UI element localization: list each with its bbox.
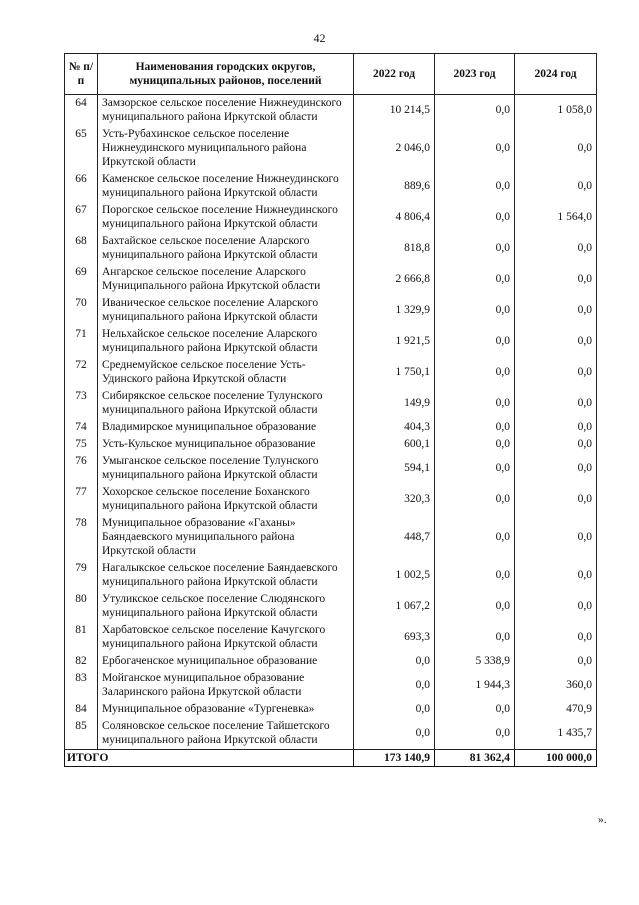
header-2022: 2022 год xyxy=(354,54,435,95)
row-name: Иваническое сельское поселение Аларского муниципального района Иркутской области xyxy=(98,295,354,326)
row-name: Бахтайское сельское поселение Аларского муниципального района Иркутской области xyxy=(98,233,354,264)
row-number: 66 xyxy=(65,171,98,202)
row-value-2023: 0,0 xyxy=(435,515,515,560)
total-2024: 100 000,0 xyxy=(515,750,597,767)
row-value-2023: 0,0 xyxy=(435,202,515,233)
row-name: Среднемуйское сельское поселение Усть-Удинского района Иркутской области xyxy=(98,357,354,388)
row-name: Владимирское муниципальное образование xyxy=(98,419,354,436)
row-name: Усть-Кульское муниципальное образование xyxy=(98,436,354,453)
table-body xyxy=(65,95,597,767)
table-row xyxy=(65,560,597,591)
row-number: 85 xyxy=(65,718,98,750)
row-value-2022: 600,1 xyxy=(354,436,435,453)
row-value-2023: 0,0 xyxy=(435,701,515,718)
total-row xyxy=(65,750,597,767)
row-value-2022: 320,3 xyxy=(354,484,435,515)
row-name: Хохорское сельское поселение Боханского муниципального района Иркутской области xyxy=(98,484,354,515)
row-value-2024: 0,0 xyxy=(515,171,597,202)
table-row xyxy=(65,515,597,560)
row-name: Сибирякское сельское поселение Тулунского муниципального района Иркутской области xyxy=(98,388,354,419)
header-2024: 2024 год xyxy=(515,54,597,95)
row-number: 82 xyxy=(65,653,98,670)
page-number: 42 xyxy=(313,31,326,45)
table-row xyxy=(65,718,597,750)
row-value-2024: 0,0 xyxy=(515,357,597,388)
row-value-2024: 0,0 xyxy=(515,591,597,622)
row-value-2024: 0,0 xyxy=(515,560,597,591)
row-value-2024: 0,0 xyxy=(515,453,597,484)
table-row xyxy=(65,171,597,202)
table-row xyxy=(65,95,597,127)
row-value-2022: 1 750,1 xyxy=(354,357,435,388)
row-value-2024: 1 058,0 xyxy=(515,95,597,127)
row-name: Соляновское сельское поселение Тайшетского муниципального района Иркутской области xyxy=(98,718,354,750)
row-value-2022: 889,6 xyxy=(354,171,435,202)
row-name: Харбатовское сельское поселение Качугского муниципального района Иркутской области xyxy=(98,622,354,653)
row-value-2024: 0,0 xyxy=(515,295,597,326)
row-value-2023: 0,0 xyxy=(435,484,515,515)
row-value-2024: 0,0 xyxy=(515,515,597,560)
row-value-2022: 4 806,4 xyxy=(354,202,435,233)
row-number: 71 xyxy=(65,326,98,357)
subsidy-table xyxy=(64,53,597,767)
row-name: Нагалыкское сельское поселение Баяндаевского муниципального района Иркутской области xyxy=(98,560,354,591)
row-name: Утуликское сельское поселение Слюдянского муниципального района Иркутской области xyxy=(98,591,354,622)
row-value-2023: 0,0 xyxy=(435,95,515,127)
row-value-2022: 0,0 xyxy=(354,718,435,750)
table-row xyxy=(65,591,597,622)
row-value-2023: 0,0 xyxy=(435,171,515,202)
header-2023: 2023 год xyxy=(435,54,515,95)
row-name: Муниципальное образование «Гаханы» Баяндаевского муниципального района Иркутской области xyxy=(98,515,354,560)
row-value-2023: 0,0 xyxy=(435,453,515,484)
table-row xyxy=(65,295,597,326)
row-value-2024: 0,0 xyxy=(515,622,597,653)
row-value-2024: 360,0 xyxy=(515,670,597,701)
row-value-2024: 1 435,7 xyxy=(515,718,597,750)
table-header-row xyxy=(65,54,597,95)
row-value-2022: 0,0 xyxy=(354,670,435,701)
row-value-2022: 693,3 xyxy=(354,622,435,653)
row-value-2023: 0,0 xyxy=(435,591,515,622)
row-number: 78 xyxy=(65,515,98,560)
row-value-2023: 0,0 xyxy=(435,264,515,295)
row-number: 69 xyxy=(65,264,98,295)
row-value-2024: 0,0 xyxy=(515,233,597,264)
row-value-2023: 0,0 xyxy=(435,126,515,171)
row-value-2022: 594,1 xyxy=(354,453,435,484)
row-value-2022: 2 666,8 xyxy=(354,264,435,295)
table-row xyxy=(65,126,597,171)
row-value-2023: 1 944,3 xyxy=(435,670,515,701)
row-name: Каменское сельское поселение Нижнеудинского муниципального района Иркутской области xyxy=(98,171,354,202)
row-name: Ангарское сельское поселение Аларского Муниципального района Иркутской области xyxy=(98,264,354,295)
table-row xyxy=(65,436,597,453)
row-value-2022: 1 329,9 xyxy=(354,295,435,326)
row-number: 67 xyxy=(65,202,98,233)
total-label: ИТОГО xyxy=(65,750,354,767)
row-name: Муниципальное образование «Тургеневка» xyxy=(98,701,354,718)
row-name: Усть-Рубахинское сельское поселение Нижнеудинского муниципального района Иркутской области xyxy=(98,126,354,171)
row-value-2022: 1 921,5 xyxy=(354,326,435,357)
row-value-2022: 1 002,5 xyxy=(354,560,435,591)
row-name: Ербогаченское муниципальное образование xyxy=(98,653,354,670)
row-value-2024: 470,9 xyxy=(515,701,597,718)
row-name: Порогское сельское поселение Нижнеудинского муниципального района Иркутской области xyxy=(98,202,354,233)
row-value-2024: 0,0 xyxy=(515,436,597,453)
row-number: 72 xyxy=(65,357,98,388)
row-value-2023: 0,0 xyxy=(435,233,515,264)
table-row xyxy=(65,326,597,357)
row-value-2023: 0,0 xyxy=(435,357,515,388)
row-number: 76 xyxy=(65,453,98,484)
row-value-2022: 149,9 xyxy=(354,388,435,419)
row-number: 81 xyxy=(65,622,98,653)
table-row xyxy=(65,388,597,419)
row-value-2024: 0,0 xyxy=(515,484,597,515)
row-value-2023: 0,0 xyxy=(435,436,515,453)
row-number: 80 xyxy=(65,591,98,622)
row-number: 68 xyxy=(65,233,98,264)
row-value-2023: 0,0 xyxy=(435,295,515,326)
total-2022: 173 140,9 xyxy=(354,750,435,767)
table-row xyxy=(65,357,597,388)
total-2023: 81 362,4 xyxy=(435,750,515,767)
row-value-2024: 1 564,0 xyxy=(515,202,597,233)
table-row xyxy=(65,264,597,295)
row-name: Мойганское муниципальное образование Заларинского района Иркутской области xyxy=(98,670,354,701)
row-value-2024: 0,0 xyxy=(515,326,597,357)
row-value-2023: 5 338,9 xyxy=(435,653,515,670)
row-value-2024: 0,0 xyxy=(515,419,597,436)
row-value-2023: 0,0 xyxy=(435,326,515,357)
row-number: 75 xyxy=(65,436,98,453)
row-value-2022: 1 067,2 xyxy=(354,591,435,622)
table-row xyxy=(65,484,597,515)
row-number: 84 xyxy=(65,701,98,718)
row-value-2022: 0,0 xyxy=(354,701,435,718)
row-name: Умыганское сельское поселение Тулунского муниципального района Иркутской области xyxy=(98,453,354,484)
row-number: 79 xyxy=(65,560,98,591)
row-name: Нельхайское сельское поселение Аларского муниципального района Иркутской области xyxy=(98,326,354,357)
row-number: 73 xyxy=(65,388,98,419)
row-value-2024: 0,0 xyxy=(515,388,597,419)
header-num: № п/п xyxy=(65,54,98,95)
row-value-2022: 818,8 xyxy=(354,233,435,264)
table-row xyxy=(65,670,597,701)
row-value-2022: 0,0 xyxy=(354,653,435,670)
row-value-2022: 2 046,0 xyxy=(354,126,435,171)
row-value-2024: 0,0 xyxy=(515,264,597,295)
row-number: 74 xyxy=(65,419,98,436)
row-value-2023: 0,0 xyxy=(435,718,515,750)
row-value-2024: 0,0 xyxy=(515,653,597,670)
row-number: 64 xyxy=(65,95,98,127)
row-number: 65 xyxy=(65,126,98,171)
row-value-2023: 0,0 xyxy=(435,560,515,591)
table-row xyxy=(65,419,597,436)
table-row xyxy=(65,202,597,233)
table-row xyxy=(65,701,597,718)
row-value-2023: 0,0 xyxy=(435,622,515,653)
row-value-2022: 10 214,5 xyxy=(354,95,435,127)
row-value-2023: 0,0 xyxy=(435,419,515,436)
row-name: Замзорское сельское поселение Нижнеудинского муниципального района Иркутской области xyxy=(98,95,354,127)
table-row xyxy=(65,453,597,484)
row-number: 70 xyxy=(65,295,98,326)
table-row xyxy=(65,622,597,653)
row-value-2024: 0,0 xyxy=(515,126,597,171)
row-number: 83 xyxy=(65,670,98,701)
closing-quote-mark: ». xyxy=(598,814,607,826)
table-row xyxy=(65,233,597,264)
table-row xyxy=(65,653,597,670)
row-number: 77 xyxy=(65,484,98,515)
row-value-2022: 404,3 xyxy=(354,419,435,436)
row-value-2023: 0,0 xyxy=(435,388,515,419)
row-value-2022: 448,7 xyxy=(354,515,435,560)
header-name: Наименования городских округов, муниципальных районов, поселений xyxy=(98,54,354,95)
